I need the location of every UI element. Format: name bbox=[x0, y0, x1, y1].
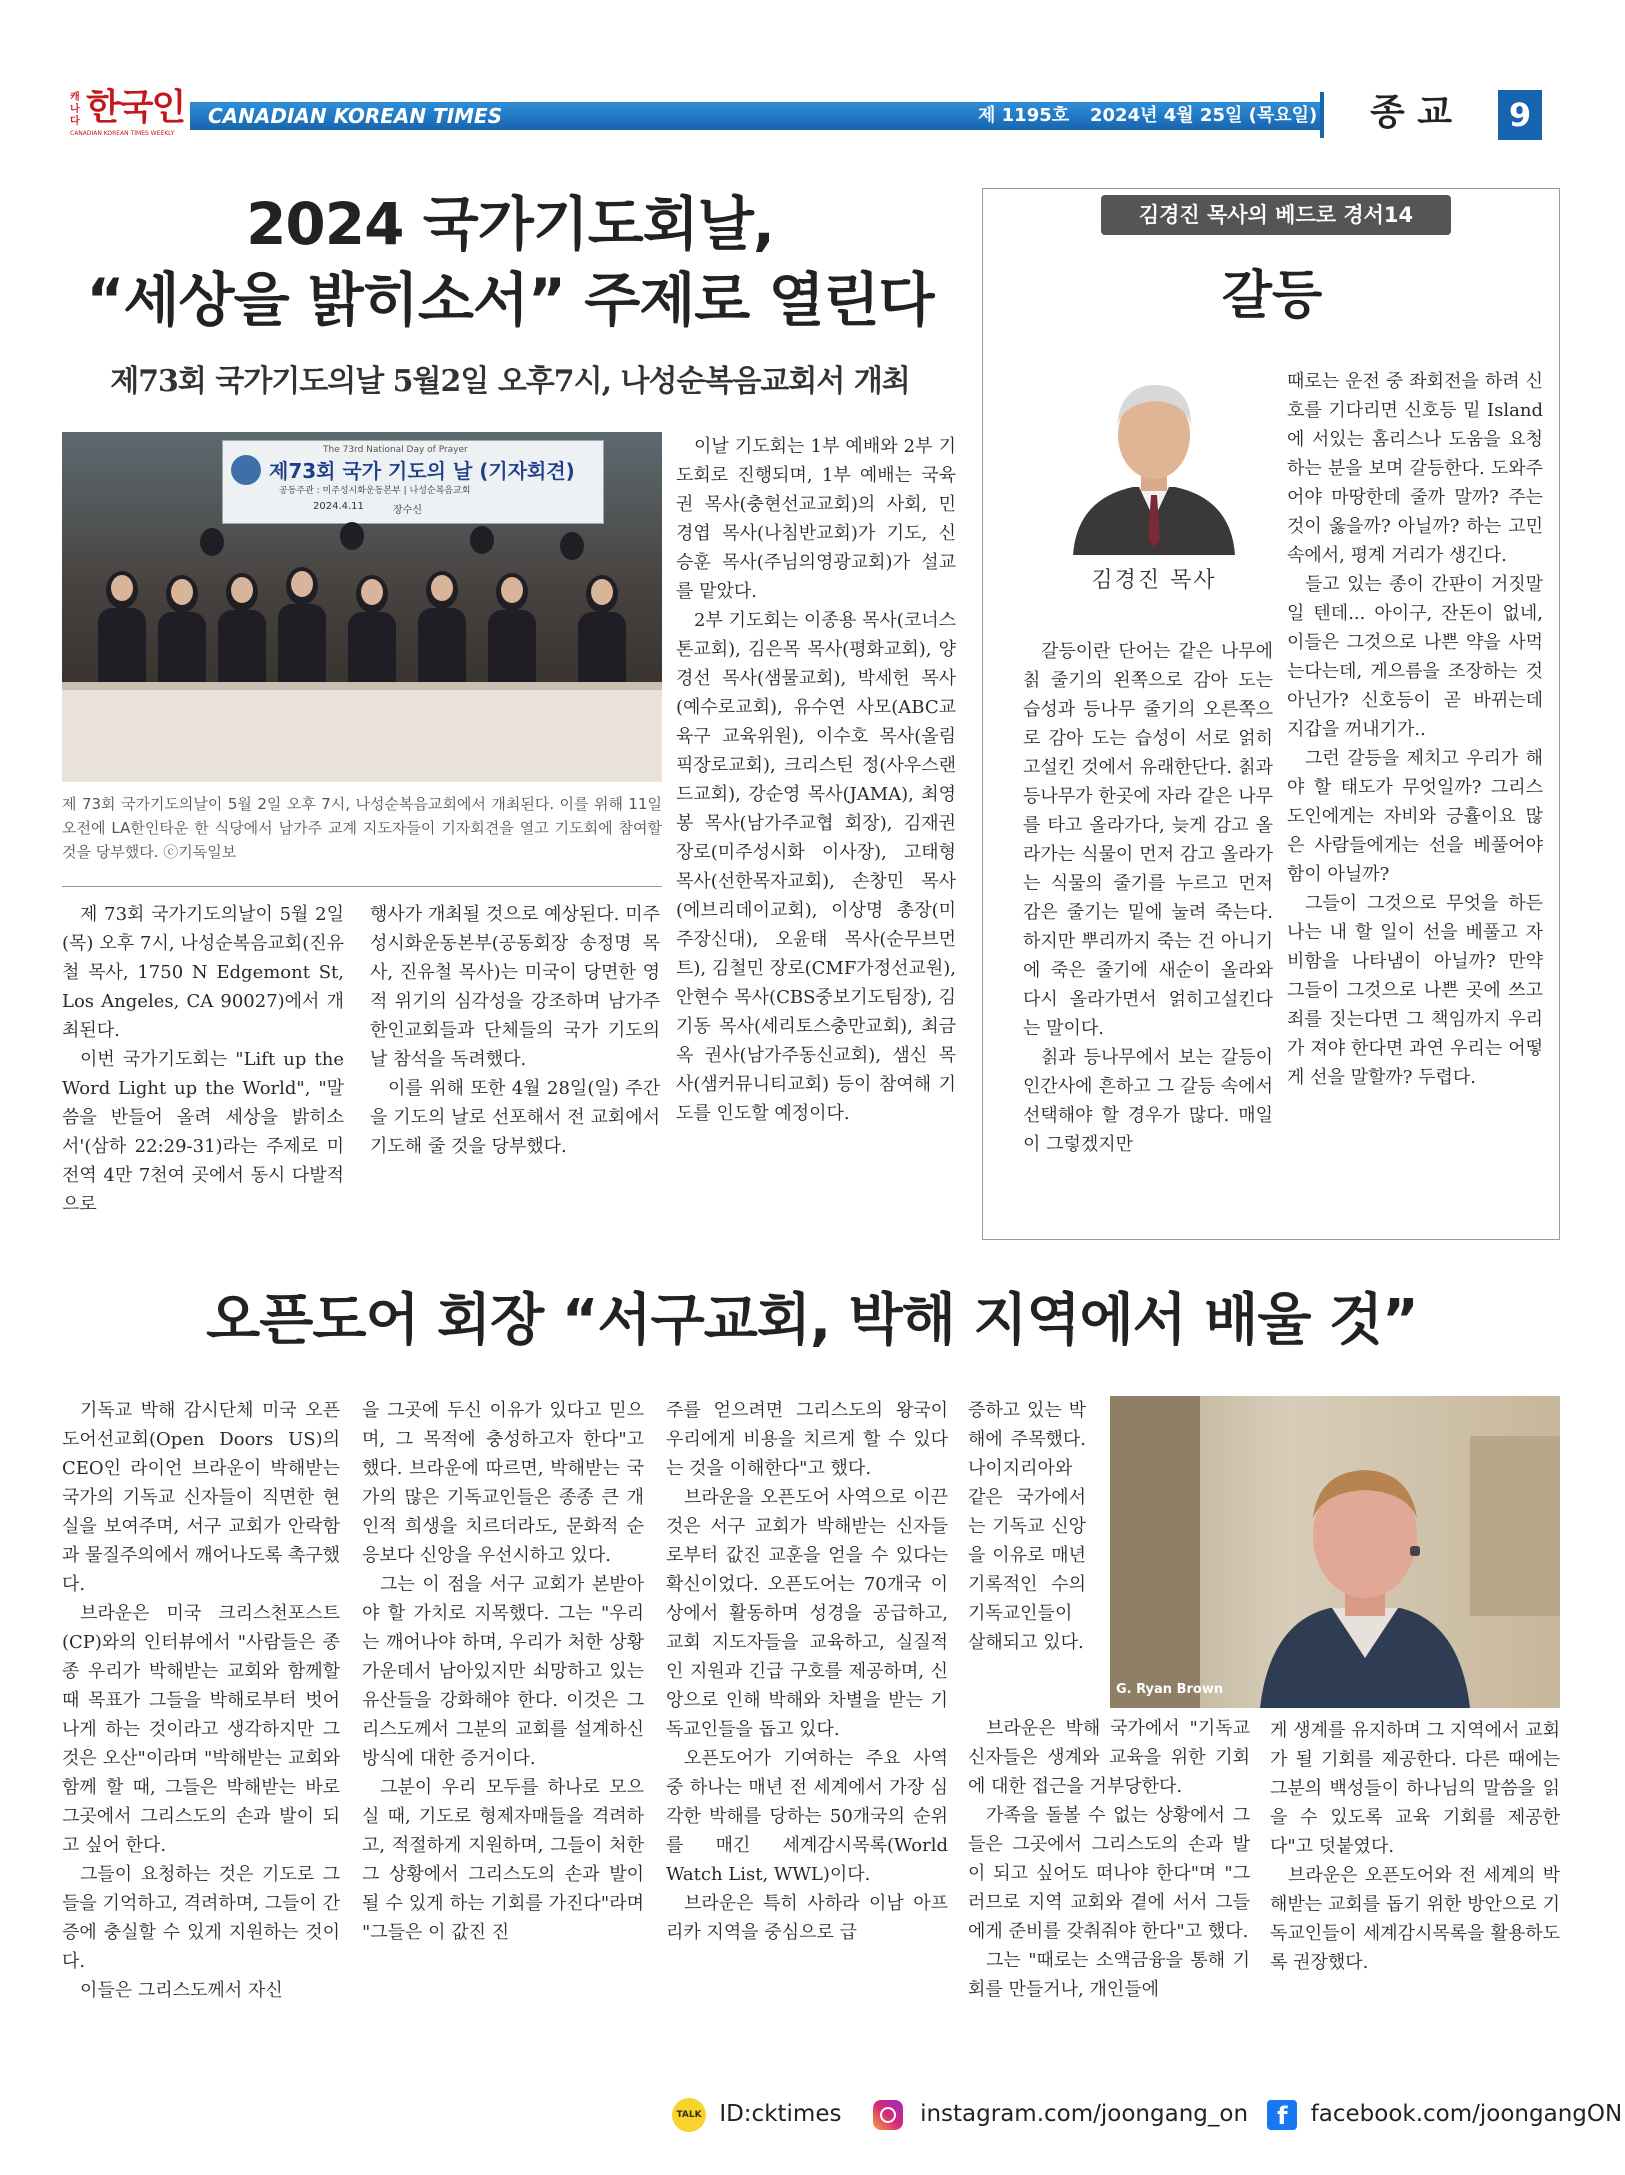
paragraph: 그분이 우리 모두를 하나로 모으실 때, 기도로 형제자매들을 격려하고, 적절하게 지원하며, 그들이 처한 그 상황에서 그리스도의 손과 발이 될 수 있게 하는 기회를 가진다"라며 "그들은 이 값진 진 bbox=[362, 1777, 644, 1943]
banner-date: 2024.4.11 bbox=[313, 501, 364, 512]
article1-col1 bbox=[62, 900, 344, 1219]
banner-subtitle: 공동주관 : 미주성시화운동본부 | 나성순복음교회 bbox=[279, 486, 471, 496]
logo-small-text: 캐나다 bbox=[70, 92, 80, 127]
paragraph: 2부 기도회는 이종용 목사(코너스톤교회), 김은목 목사(평화교회), 양경선 목사(샘물교회), 박세헌 목사(예수로교회), 유수연 사모(ABC교육구 교육위원), 이수호 목사(올림픽장로교회), 크리스틴 정(사우스랜드교회), 강순영 목사(JAMA), 최영봉 목사(남가주교협 회장), 김재권 장로(미주성시화 이사장), 고태형 목사(선한목자교회), 손창민 목사(에브리데이교회), 이상명 총장(미주장신대), 오윤태 목사(순무브먼트), 김철민 장로(CMF가정선교원), 안현수 목사(CBS중보기도팀장), 김기동 목사(세리토스충만교회), 최금옥 권사(남가주동신교회), 샘신 목사(샘커뮤니티교회) 등이 참여해 기도를 인도할 예정이다. bbox=[676, 610, 956, 1124]
article1-col3 bbox=[676, 432, 956, 1128]
banner-emblem-icon bbox=[231, 455, 261, 485]
paragraph: 그는 이 점을 서구 교회가 본받아야 할 가치로 지목했다. 그는 "우리는 깨어나야 하며, 우리가 처한 상황 가운데서 남아있지만 쇠망하고 있는 유산들을 강화해야 한다. 이것은 그리스도께서 그분의 교회를 설계하신 방식에 대한 증거이다. bbox=[362, 1574, 644, 1769]
page-number: 9 bbox=[1508, 96, 1532, 134]
masthead-divider bbox=[1320, 92, 1324, 138]
article2-col1 bbox=[62, 1396, 340, 2005]
masthead bbox=[0, 0, 1625, 150]
paragraph: 브라운을 오픈도어 사역으로 이끈 것은 서구 교회가 박해받는 신자들로부터 값진 교훈을 얻을 수 있다는 확신이었다. 오픈도어는 70개국 이상에서 활동하며 성경을 공급하고, 교회 지도자들을 교육하고, 실질적인 지원과 긴급 구호를 제공하며, 신앙으로 인해 박해와 차별을 받는 기독교인들을 돕고 있다. bbox=[666, 1487, 948, 1740]
paragraph: 제 73회 국가기도의날이 5월 2일(목) 오후 7시, 나성순복음교회(진유철 목사, 1750 N Edgemont St, Los Angeles, CA 90027)에서 개최된다. bbox=[62, 904, 344, 1041]
people-silhouettes bbox=[62, 512, 662, 782]
paragraph: 브라운은 특히 사하라 이남 아프리카 지역을 중심으로 급 bbox=[666, 1893, 948, 1943]
paragraph: 그들이 요청하는 것은 기도로 그들을 기억하고, 격려하며, 그들이 간증에 충실할 수 있게 지원하는 것이다. bbox=[62, 1864, 340, 1972]
kakaotalk-icon bbox=[672, 2098, 706, 2132]
article1-rule bbox=[62, 886, 662, 887]
instagram-icon bbox=[873, 2100, 903, 2130]
paragraph: 증하고 있는 박해에 주목했다. 나이지리아와 같은 국가에서는 기독교 신앙을 이유로 매년 기록적인 수의 기독교인들이 살해되고 있다. bbox=[968, 1400, 1086, 1653]
column-label bbox=[1101, 195, 1451, 235]
paragraph: 들고 있는 종이 간판이 거짓말일 텐데... 아이구, 잔돈이 없네, 이들은 그것으로 나쁜 약을 사먹는다는데, 게으름을 조장하는 것 아닌가? 신호등이 곧 바뀌는데 지갑을 꺼내기가.. bbox=[1287, 574, 1543, 740]
kakao-id[interactable]: ID:cktimes bbox=[719, 2101, 842, 2127]
paragraph: 가족을 돌볼 수 없는 상황에서 그들은 그곳에서 그리스도의 손과 발이 되고 싶어도 떠나야 한다"며 "그러므로 지역 교회와 곁에 서서 그들에게 준비를 갖춰줘야 한다"고 했다. bbox=[968, 1805, 1250, 1942]
sidebar-col-left bbox=[1023, 637, 1273, 1159]
banner-place: 장수신 bbox=[393, 505, 422, 516]
paragraph: 그들이 그것으로 무엇을 하든 나는 내 할 일이 선을 베풀고 자비함을 나타냄이 아닐까? 만약 그들이 그것으로 나쁜 곳에 쓰고 죄를 짓는다면 그 책임까지 우리가 져야 한다면 과연 우리는 어떻게 선을 말할까? 두렵다. bbox=[1287, 893, 1543, 1088]
portrait-figure bbox=[1063, 369, 1245, 555]
logo-main-text: 한국인 bbox=[86, 87, 185, 128]
author-portrait bbox=[1063, 369, 1245, 555]
press-conference-photo bbox=[62, 432, 662, 782]
paragraph: 기독교 박해 감시단체 미국 오픈도어선교회(Open Doors US)의 CEO인 라이언 브라운이 박해받는 국가의 기독교 신자들이 직면한 현실을 보여주며, 서구 교회가 안락함과 물질주의에서 깨어나도록 촉구했다. bbox=[62, 1400, 340, 1595]
paragraph: 이번 국가기도회는 "Lift up the Word Light up the World", "말씀을 반들어 올려 세상을 밝히소서'(삼하 22:29-31)라는 주제로 미 전역 4만 7천여 곳에서 동시 다발적으로 bbox=[62, 1049, 344, 1215]
banner-title: 제73회 국가 기도의 날 (기자회견) bbox=[269, 459, 575, 483]
footer-social bbox=[672, 2094, 1623, 2134]
paragraph: 갈등이란 단어는 같은 나무에 칡 줄기의 왼쪽으로 감아 도는 습성과 등나무 줄기의 오른쪽으로 감아 도는 습성이 서로 얽히고설킨 것에서 유래한단다. 칡과 등나무가 한곳에 자라 같은 나무를 타고 올라가다, 늦게 감고 올라가는 식물이 먼저 감고 올라가는 식물의 줄기를 누르고 먼저 감은 줄기는 밑에 눌려 죽는다. 하지만 뿌리까지 죽는 건 아니기에 죽은 줄기에 새순이 올라와 다시 올라가면서 얽히고설킨다는 말이다. bbox=[1023, 641, 1273, 1039]
banner-top-text: The 73rd National Day of Prayer bbox=[323, 445, 468, 455]
article2-col4-lower bbox=[968, 1714, 1250, 2004]
article2-headline: 오픈도어 회장 “서구교회, 박해 지역에서 배울 것” bbox=[206, 1288, 1418, 1353]
paragraph: 브라운은 오픈도어와 전 세계의 박해받는 교회를 돕기 위한 방안으로 기독교인들이 세계감시목록을 활용하도록 권장했다. bbox=[1270, 1865, 1560, 1973]
article1-headline bbox=[70, 186, 950, 338]
article2-col4 bbox=[968, 1396, 1086, 1657]
page-number-box bbox=[1498, 90, 1542, 140]
issue-date: 2024년 4월 25일 (목요일) bbox=[1090, 105, 1318, 126]
section-name: 종 교 bbox=[1370, 92, 1453, 133]
article2-col5 bbox=[1270, 1716, 1560, 1977]
article2-col2 bbox=[362, 1396, 644, 1947]
paragraph: 을 그곳에 두신 이유가 있다고 믿으며, 그 목적에 충성하고자 한다"고 했다. 브라운에 따르면, 박해받는 국가의 많은 기독교인들은 종종 큰 개인적 희생을 치르더라도, 문화적 순응보다 신앙을 우선시하고 있다. bbox=[362, 1400, 644, 1566]
facebook-icon: f bbox=[1267, 2100, 1297, 2130]
sidebar-col-right bbox=[1287, 367, 1543, 1092]
paragraph: 오픈도어가 기여하는 주요 사역 중 하나는 매년 전 세계에서 가장 심각한 박해를 당하는 50개국의 순위를 매긴 세계감시목록(World Watch List, WWL)이다. bbox=[666, 1748, 948, 1885]
paragraph: 브라운은 박해 국가에서 "기독교 신자들은 생계와 교육을 위한 기회에 대한 접근을 거부당한다. bbox=[968, 1718, 1250, 1797]
paragraph: 이들은 그리스도께서 자신 bbox=[80, 1980, 283, 2001]
sidebar-box bbox=[982, 188, 1560, 1240]
headline-line1: 2024 국가기도회날, bbox=[246, 190, 774, 258]
logo-sub-text: CANADIAN KOREAN TIMES WEEKLY bbox=[70, 130, 175, 137]
article1-col2 bbox=[370, 900, 660, 1161]
paragraph: 때로는 운전 중 좌회전을 하려 신호를 기다리면 신호등 밑 Island에 서있는 홈리스나 도움을 요청하는 분을 보며 갈등한다. 도와주어야 마땅한데 줄까 말까? 주는 것이 옳을까? 아닐까? 하는 고민 속에서, 평계 거리가 생긴다. bbox=[1287, 371, 1543, 566]
paper-name: CANADIAN KOREAN TIMES bbox=[208, 104, 503, 128]
paper-logo bbox=[70, 88, 195, 144]
ryan-brown-photo bbox=[1110, 1396, 1560, 1708]
paragraph: 브라운은 미국 크리스천포스트(CP)와의 인터뷰에서 "사람들은 종종 우리가 박해받는 교회와 함께할 때 목표가 그들을 박해로부터 벗어나게 하는 것이라고 생각하지만 그것은 오산"이라며 "박해받는 교회와 함께 할 때, 그들은 박해받는 바로 그곳에서 그리스도의 손과 발이 되고 싶어 한다. bbox=[62, 1603, 340, 1856]
article2-col3 bbox=[666, 1396, 948, 1947]
paragraph: 이를 위해 또한 4월 28일(일) 주간을 기도의 날로 선포해서 전 교회에서 기도해 줄 것을 당부했다. bbox=[370, 1078, 660, 1157]
paragraph: 주를 얻으려면 그리스도의 왕국이 우리에게 비용을 치르게 할 수 있다는 것을 이해한다"고 했다. bbox=[666, 1400, 948, 1479]
facebook-link[interactable]: facebook.com/joongangON bbox=[1310, 2101, 1623, 2127]
author-name: 김경진 목사 bbox=[1091, 568, 1217, 593]
paragraph: 칡과 등나무에서 보는 갈등이 인간사에 흔하고 그 갈등 속에서 선택해야 할 경우가 많다. 매일이 그렇겠지만 bbox=[1023, 1047, 1273, 1155]
kakaotalk-icon-text: TALK bbox=[676, 2109, 702, 2120]
paragraph: 게 생계를 유지하며 그 지역에서 교회가 될 기회를 제공한다. 다른 때에는 그분의 백성들이 하나님의 말씀을 읽을 수 있도록 교육 기회를 제공한다"고 덧붙였다. bbox=[1270, 1720, 1560, 1857]
instagram-link[interactable]: instagram.com/joongang_on bbox=[920, 2101, 1249, 2127]
headline-line2: “세상을 밝히소서” 주제로 열린다 bbox=[86, 266, 934, 334]
paragraph: 행사가 개최될 것으로 예상된다. 미주성시화운동본부(공동회장 송정명 목사, 진유철 목사)는 미국이 당면한 영적 위기의 심각성을 강조하며 남가주 한인교회들과 단체들의 국가 기도의 날 참석을 독려했다. bbox=[370, 904, 660, 1070]
paragraph: 그는 "때로는 소액금융을 통해 기회를 만들거나, 개인들에 bbox=[968, 1950, 1250, 2000]
sidebar-title: 갈등 bbox=[1221, 266, 1323, 326]
photo-credit-name: G. Ryan Brown bbox=[1116, 1682, 1224, 1697]
issue-number: 제 1195호 bbox=[978, 105, 1070, 126]
column-label-text: 김경진 목사의 베드로 경서14 bbox=[1138, 203, 1414, 227]
ryan-brown-figure bbox=[1110, 1396, 1560, 1708]
paragraph: 그런 갈등을 제치고 우리가 해야 할 태도가 무엇일까? 그리스도인에게는 자비와 긍휼이요 많은 사람들에게는 선을 베풀어야 함이 아닐까? bbox=[1287, 748, 1543, 885]
article1-subheadline: 제73회 국가기도의날 5월2일 오후7시, 나성순복음교회서 개최 bbox=[110, 364, 910, 399]
paragraph: 이날 기도회는 1부 예배와 2부 기도회로 진행되며, 1부 예배는 국육권 목사(충현선교교회)의 사회, 민경엽 목사(나침반교회)가 기도, 신승훈 목사(주님의영광교회)가 설교를 맡았다. bbox=[676, 436, 956, 602]
photo-caption: 제 73회 국가기도의날이 5월 2일 오후 7시, 나성순복음교회에서 개최된다. 이를 위해 11일 오전에 LA한인타운 한 식당에서 남가주 교계 지도자들이 기자회견을 열고 기도회에 참여할 것을 당부했다. ⓒ기독일보 bbox=[62, 795, 662, 861]
